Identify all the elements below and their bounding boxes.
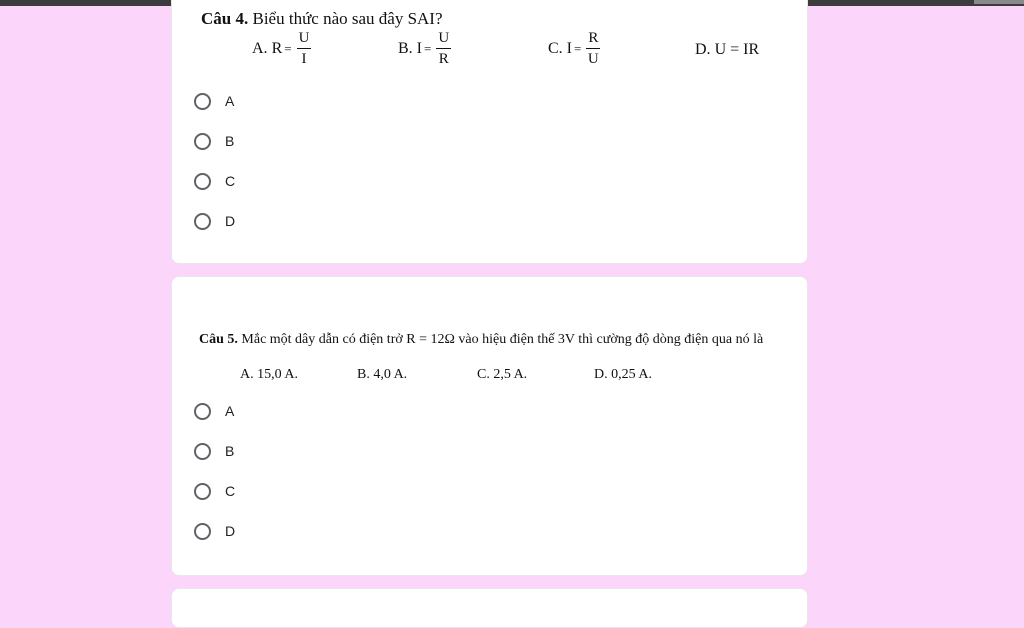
radio-button[interactable]: [194, 213, 211, 230]
question-card-4: [171, 0, 808, 264]
question-4-text: Biểu thức nào sau đây SAI?: [252, 9, 443, 28]
fraction: $\frac{U}{I}$: [298, 30, 310, 67]
radio-button[interactable]: [194, 523, 211, 540]
question-5-answer-a: A. 15,0 A.: [240, 367, 298, 382]
question-4-option-a[interactable]: A: [194, 90, 234, 112]
question-4-number: Câu 4.: [201, 9, 249, 28]
question-5-number: Câu 5.: [199, 332, 238, 347]
question-4-option-b[interactable]: B: [194, 130, 234, 152]
radio-button[interactable]: [194, 403, 211, 420]
question-5-text: Mắc một dây dẫn có điện trở R = 12Ω vào hiệu điện thế 3V thì cường độ dòng điện qua nó là: [241, 332, 764, 347]
radio-button[interactable]: [194, 483, 211, 500]
question-4-answer-d: D. U = IR: [695, 41, 760, 58]
question-5-option-d[interactable]: D: [194, 520, 235, 542]
question-4-answer-b: B. I = $\frac{U}{R}$: [398, 30, 450, 67]
question-5-answer-c: C. 2,5 A.: [477, 367, 528, 382]
question-4-answer-c: C. I = $\frac{R}{U}$: [548, 30, 599, 67]
question-4-option-d[interactable]: D: [194, 210, 235, 232]
question-5-option-a[interactable]: A: [194, 400, 234, 422]
radio-button[interactable]: [194, 443, 211, 460]
question-5-answer-d: D. 0,25 A.: [594, 367, 652, 382]
question-5-title: [199, 332, 789, 347]
window-top-bar-accent: [974, 0, 1024, 4]
radio-button[interactable]: [194, 173, 211, 190]
question-4-title: [201, 9, 443, 29]
fraction: $\frac{U}{R}$: [438, 30, 450, 67]
radio-button[interactable]: [194, 133, 211, 150]
question-4-option-c[interactable]: C: [194, 170, 235, 192]
question-4-answer-a: A. R = $\frac{U}{I}$: [252, 30, 310, 67]
question-5-option-c[interactable]: C: [194, 480, 235, 502]
question-5-option-b[interactable]: B: [194, 440, 234, 462]
fraction: $\frac{R}{U}$: [587, 30, 599, 67]
question-card-5: [171, 276, 808, 576]
question-5-answer-b: B. 4,0 A.: [357, 367, 408, 382]
radio-button[interactable]: [194, 93, 211, 110]
next-question-card: [171, 588, 808, 628]
